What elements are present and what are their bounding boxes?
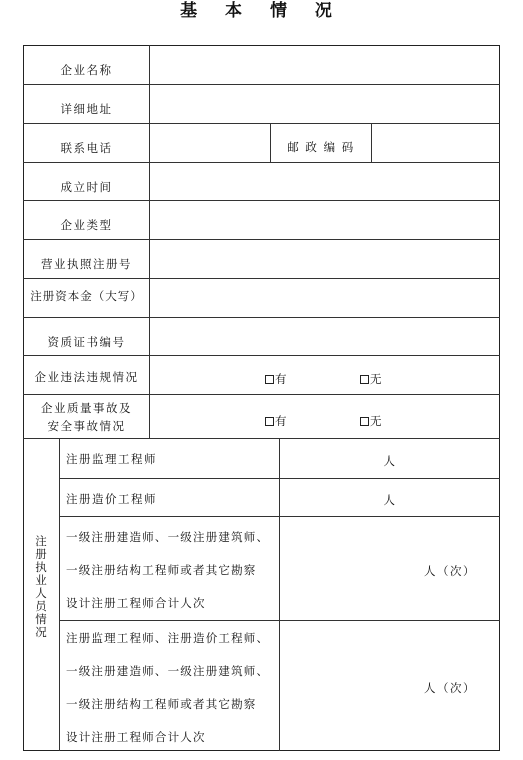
all-registered-total-unit: 人（次） (424, 681, 476, 695)
checkbox-icon[interactable] (360, 375, 369, 384)
label-company-type: 企业类型 (60, 218, 113, 232)
all-registered-total-count-field[interactable] (280, 621, 499, 750)
checkbox-icon[interactable] (265, 375, 274, 384)
violations-no-option[interactable] (360, 371, 382, 387)
label-capital: 注册资本金（大写） (30, 289, 143, 303)
cert-no-field[interactable] (150, 318, 499, 355)
label-accidents-line2: 安全事故情况 (47, 418, 126, 433)
company-type-field[interactable] (150, 201, 499, 239)
violations-no-label: 无 (370, 372, 382, 386)
label-address: 详细地址 (60, 102, 113, 116)
label-cost-engineer: 注册造价工程师 (66, 491, 157, 506)
cost-engineer-count-field[interactable] (280, 479, 499, 516)
phone-field[interactable] (150, 124, 270, 162)
label-cert-no: 资质证书编号 (47, 334, 126, 349)
label-postcode: 邮 政 编 码 (287, 140, 355, 154)
company-name-field[interactable] (150, 46, 499, 84)
license-no-field[interactable] (150, 240, 499, 278)
accidents-yes-label: 有 (275, 414, 287, 428)
label-company-name: 企业名称 (60, 63, 113, 77)
capital-field[interactable] (150, 279, 499, 317)
cost-engineer-unit: 人 (383, 492, 397, 507)
violations-yes-label: 有 (275, 372, 287, 386)
page-title: 基 本 情 况 (180, 1, 343, 21)
label-established: 成立时间 (60, 179, 113, 194)
label-violations: 企业违法违规情况 (34, 370, 139, 384)
established-field[interactable] (150, 163, 499, 200)
registered-total-unit: 人（次） (424, 564, 476, 578)
label-all-registered-total: 注册监理工程师、注册造价工程师、 一级注册建造师、一级注册建筑师、 一级注册结构工程师或者其它勘察 设计注册工程师合计人次 (66, 631, 270, 744)
supervision-engineer-unit: 人 (383, 453, 397, 468)
label-accidents-line1: 企业质量事故及 (41, 400, 132, 415)
accidents-yes-option[interactable] (265, 413, 287, 429)
label-license-no: 营业执照注册号 (41, 257, 132, 271)
registered-total-count-field[interactable] (280, 517, 499, 620)
personnel-section-label: 注 册 执 业 人 员 情 况 (35, 534, 47, 639)
divider (59, 438, 60, 751)
label-accidents (24, 395, 149, 438)
label-registered-total: 一级注册建造师、一级注册建筑师、 一级注册结构工程师或者其它勘察 设计注册工程师合计人次 (66, 530, 270, 610)
accidents-no-option[interactable] (360, 413, 382, 429)
supervision-engineer-count-field[interactable] (280, 439, 499, 478)
checkbox-icon[interactable] (360, 417, 369, 426)
address-field[interactable] (150, 85, 499, 123)
label-supervision-engineer: 注册监理工程师 (66, 451, 157, 466)
accidents-no-label: 无 (370, 414, 382, 428)
violations-yes-option[interactable] (265, 371, 287, 387)
postcode-field[interactable] (372, 124, 499, 162)
label-phone: 联系电话 (60, 141, 113, 155)
checkbox-icon[interactable] (265, 417, 274, 426)
